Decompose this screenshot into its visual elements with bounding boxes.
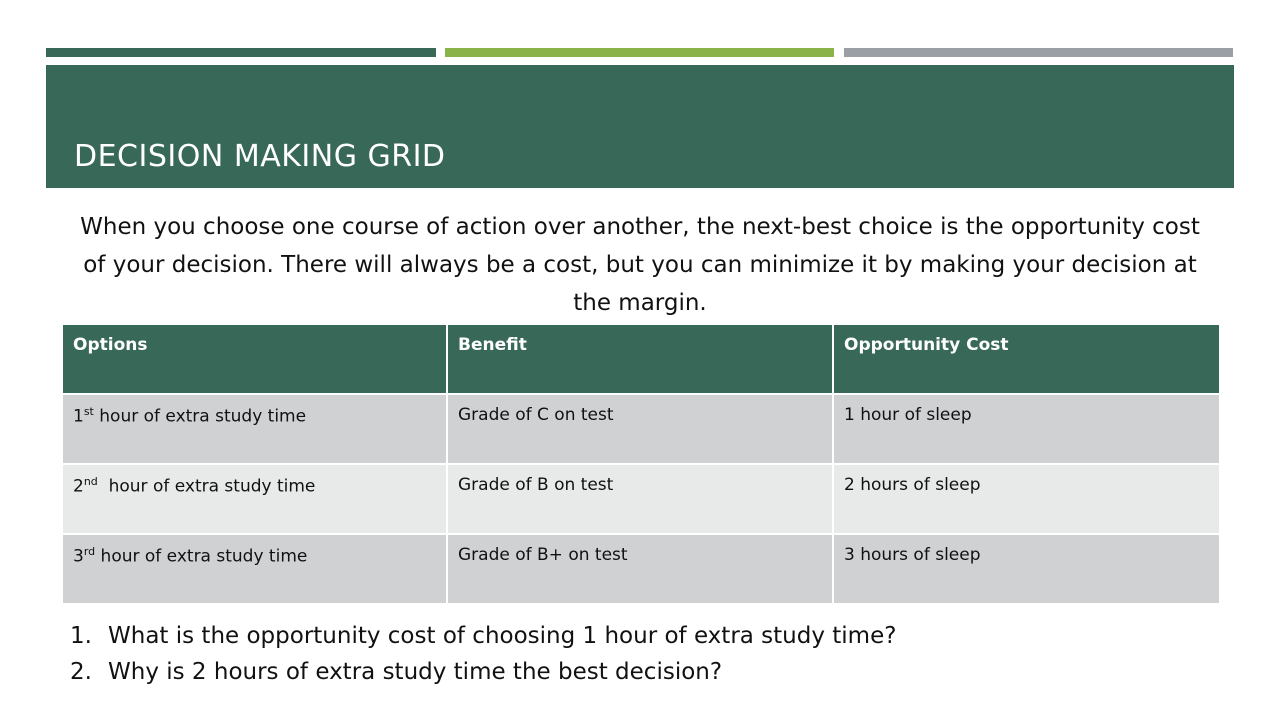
benefit-cell: Grade of B on test [447,464,833,534]
accent-bar-dark-green [46,48,436,57]
option-text: hour of extra study time [97,476,316,497]
table-row [62,394,1220,464]
option-cell [62,534,447,604]
table-row [62,534,1220,604]
accent-bar-light-green [445,48,834,57]
option-text: hour of extra study time [95,546,308,567]
question-list [70,618,896,690]
question-item [70,618,896,654]
header-benefit: Benefit [447,324,833,394]
table-header-row [62,324,1220,394]
intro-paragraph: When you choose one course of action over another, the next-best choice is the opportunity cost of your decision. There will always be a cost, but you can minimize it by making your decision at the margin. [80,214,1200,316]
question-text: Why is 2 hours of extra study time the best decision? [108,659,723,685]
option-cell [62,464,447,534]
option-text: hour of extra study time [93,406,307,427]
option-ordinal-suffix: st [83,405,94,418]
table-row [62,464,1220,534]
option-ordinal-suffix: rd [83,545,96,558]
slide-title: DECISION MAKING GRID [74,139,446,174]
option-number: 1 [73,406,84,427]
accent-bar-gray [844,48,1233,57]
cost-cell: 2 hours of sleep [833,464,1220,534]
option-number: 2 [73,476,84,497]
option-number: 3 [73,546,84,567]
header-options: Options [62,324,447,394]
benefit-cell: Grade of B+ on test [447,534,833,604]
header-opportunity-cost: Opportunity Cost [833,324,1220,394]
option-cell [62,394,447,464]
question-number: 2. [70,659,92,685]
decision-grid-table [61,323,1221,605]
title-band [46,65,1234,188]
benefit-cell: Grade of C on test [447,394,833,464]
question-number: 1. [70,623,92,649]
cost-cell: 1 hour of sleep [833,394,1220,464]
option-ordinal-suffix: nd [83,475,98,488]
cost-cell: 3 hours of sleep [833,534,1220,604]
question-item [70,654,896,690]
question-text: What is the opportunity cost of choosing 1 hour of extra study time? [108,623,897,649]
